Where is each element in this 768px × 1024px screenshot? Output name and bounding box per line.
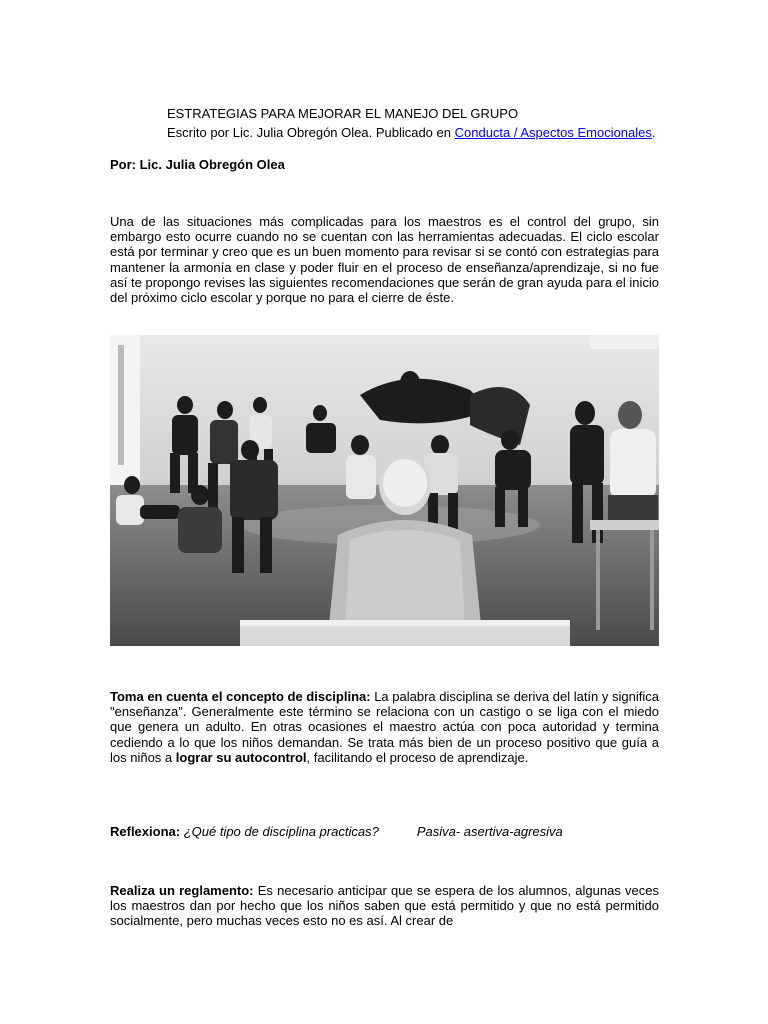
discipline-text-a: La palabra disciplina se deriva del latín y significa "enseñanza". Generalmente este término se relaciona con un castigo o se liga con el miedo que genera un adulto. En otras ocasiones el maestro actúa con poca autoridad y termina cediendo a lo que los niños demandan. Se trata más bien de un proceso positivo que guía a los niños a [110,689,659,765]
article-title: ESTRATEGIAS PARA MEJORAR EL MANEJO DEL GRUPO [167,106,519,121]
discipline-paragraph [110,689,659,765]
publication-info [167,126,659,140]
publication-suffix: . [651,125,656,140]
discipline-text-b: , facilitando el proceso de aprendizaje. [306,749,529,765]
reflection-line [110,824,659,840]
discipline-heading: Toma en cuenta el concepto de disciplina: [110,689,371,704]
classroom-photo [110,335,659,646]
rules-paragraph [110,883,659,929]
reflection-answer: Pasiva- asertiva-agresiva [416,824,563,839]
rules-heading: Realiza un reglamento: [110,883,254,898]
reflection-question: ¿Qué tipo de disciplina practicas? [183,824,379,839]
author-line: Por: Lic. Julia Obregón Olea [110,157,285,172]
rules-text: Es necesario anticipar que se espera de los alumnos, algunas veces los maestros dan por hecho que los niños saben que está permitido y que no está permitido socialmente, pero muchas veces esto no es así. Al crear de [110,883,659,929]
category-link[interactable]: Conducta / Aspectos Emocionales [454,125,652,140]
intro-paragraph: Una de las situaciones más complicadas para los maestros es el control del grupo, sin embargo esto ocurre cuando no se cuentan con las herramientas adecuadas. El ciclo escolar está por terminar y creo que es un buen momento para revisar si se contó con estrategias para mantener la armonía en clase y poder fluir en el proceso de enseñanza/aprendizaje, si no fue así te propongo revises las siguientes recomendaciones que serán de gran ayuda para el inicio del próximo ciclo escolar y porque no para el cierre de éste. [110,214,659,306]
publication-prefix: Escrito por Lic. Julia Obregón Olea. Publicado en [167,125,455,140]
discipline-bold: lograr su autocontrol [175,749,307,765]
reflection-label: Reflexiona: [110,824,181,839]
